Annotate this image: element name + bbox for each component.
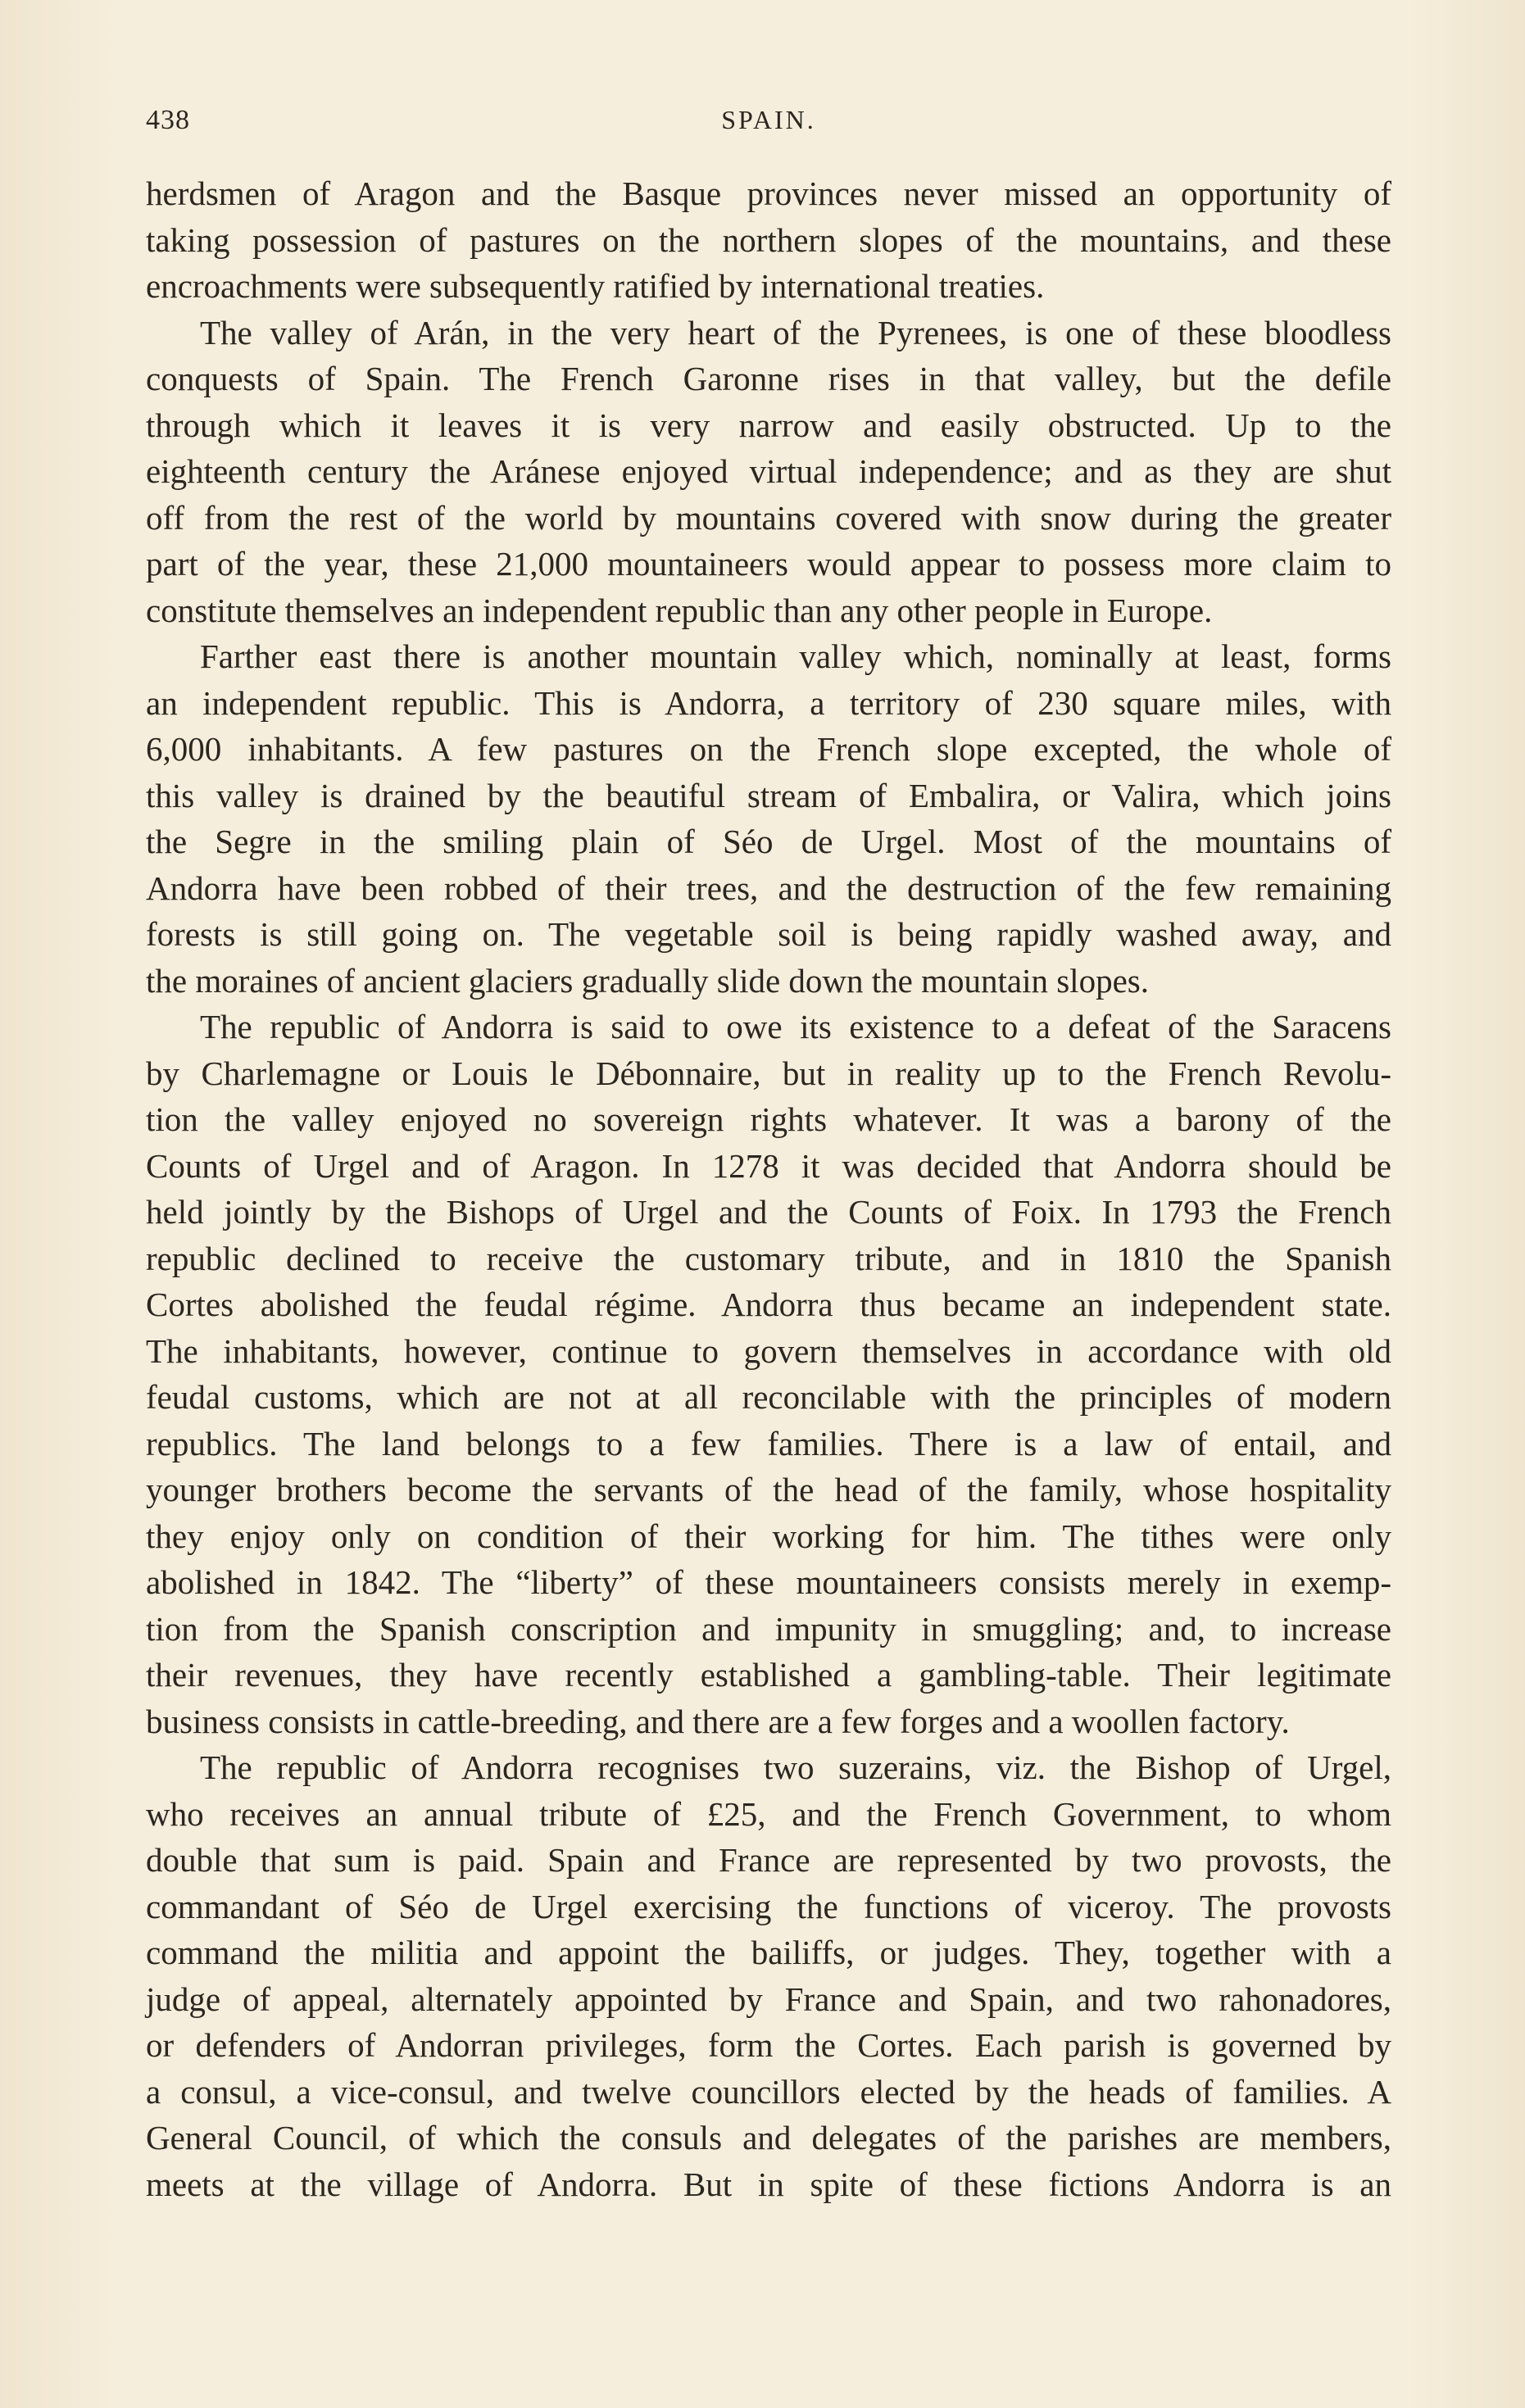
running-title: SPAIN.	[721, 105, 816, 134]
text-line: 6,000 inhabitants. A few pastures on the French slope excepted, the whole of	[146, 730, 1391, 768]
text-line: younger brothers become the servants of the head of the family, whose hospitality	[146, 1471, 1391, 1508]
text-line: held jointly by the Bishops of Urgel and the Counts of Foix. In 1793 the French	[146, 1193, 1391, 1231]
text-line: Andorra have been robbed of their trees, and the destruction of the few remaining	[146, 868, 1391, 907]
text-line: command the militia and appoint the bailiffs, or judges. They, together with a	[146, 1934, 1391, 1971]
text-line: The valley of Arán, in the very heart of the Pyrenees, is one of these bloodless	[200, 313, 1391, 351]
text-line: encroachments were subsequently ratified by international treaties.	[146, 267, 1045, 305]
text-line: eighteenth century the Aránese enjoyed virtual independence; and as they are shut	[146, 452, 1391, 490]
text-line: the Segre in the smiling plain of Séo de Urgel. Most of the mountains of	[146, 823, 1391, 860]
text-line: General Council, of which the consuls and delegates of the parishes are members,	[146, 2119, 1391, 2156]
text-line: Farther east there is another mountain valley which, nominally at least, forms	[200, 637, 1391, 675]
body-text	[146, 170, 1391, 2207]
text-line: business consists in cattle-breeding, and there are a few forges and a woollen factory.	[146, 1702, 1290, 1740]
text-line: The republic of Andorra is said to owe its existence to a defeat of the Saracens	[200, 1008, 1391, 1045]
text-line: part of the year, these 21,000 mountaineers would appear to possess more claim to	[146, 545, 1391, 583]
text-line: this valley is drained by the beautiful stream of Embalira, or Valira, which joins	[146, 776, 1391, 814]
text-line: off from the rest of the world by mountains covered with snow during the greater	[146, 498, 1391, 537]
text-line: the moraines of ancient glaciers gradually slide down the mountain slopes.	[146, 961, 1149, 1000]
text-line: judge of appeal, alternately appointed by France and Spain, and two rahonadores,	[146, 1979, 1391, 2018]
text-line: The inhabitants, however, continue to govern themselves in accordance with old	[146, 1331, 1391, 1370]
text-line: herdsmen of Aragon and the Basque provinces never missed an opportunity of	[146, 175, 1391, 212]
text-line: commandant of Séo de Urgel exercising the functions of viceroy. The provosts	[146, 1887, 1391, 1925]
text-line: their revenues, they have recently established a gambling-table. Their legitimate	[146, 1656, 1391, 1694]
text-line: who receives an annual tribute of £25, and the French Government, to whom	[146, 1794, 1391, 1833]
text-line: conquests of Spain. The French Garonne rises in that valley, but the defile	[146, 360, 1391, 397]
text-line: through which it leaves it is very narrow and easily obstructed. Up to the	[146, 406, 1391, 444]
text-line: The republic of Andorra recognises two suzerains, viz. the Bishop of Urgel,	[200, 1748, 1391, 1786]
text-line: Cortes abolished the feudal régime. Andorra thus became an independent state.	[146, 1286, 1391, 1323]
page-header	[146, 105, 1391, 146]
text-line: Counts of Urgel and of Aragon. In 1278 it was decided that Andorra should be	[146, 1146, 1391, 1185]
text-line: taking possession of pastures on the northern slopes of the mountains, and these	[146, 220, 1391, 259]
text-line: republics. The land belongs to a few families. There is a law of entail, and	[146, 1424, 1391, 1462]
text-line: abolished in 1842. The “liberty” of these mountaineers consists merely in exemp-	[146, 1563, 1391, 1601]
text-line: they enjoy only on condition of their working for him. The tithes were only	[146, 1517, 1391, 1555]
text-line: feudal customs, which are not at all reconcilable with the principles of modern	[146, 1378, 1391, 1416]
text-line: tion the valley enjoyed no sovereign rights whatever. It was a barony of the	[146, 1100, 1391, 1138]
text-line: or defenders of Andorran privileges, form the Cortes. Each parish is governed by	[146, 2026, 1391, 2064]
text-line: by Charlemagne or Louis le Débonnaire, but in reality up to the French Revolu-	[146, 1054, 1391, 1092]
text-line: constitute themselves an independent republic than any other people in Europe.	[146, 591, 1213, 629]
text-line: republic declined to receive the customary tribute, and in 1810 the Spanish	[146, 1239, 1391, 1277]
text-line: a consul, a vice-consul, and twelve councillors elected by the heads of families. A	[146, 2072, 1391, 2111]
text-line: an independent republic. This is Andorra, a territory of 230 square miles, with	[146, 683, 1391, 722]
text-line: tion from the Spanish conscription and impunity in smuggling; and, to increase	[146, 1609, 1391, 1648]
text-line: double that sum is paid. Spain and France are represented by two provosts, the	[146, 1841, 1391, 1879]
text-line: forests is still going on. The vegetable soil is being rapidly washed away, and	[146, 915, 1391, 953]
text-line: meets at the village of Andorra. But in spite of these fictions Andorra is an	[146, 2165, 1391, 2203]
page-number: 438	[146, 105, 190, 135]
